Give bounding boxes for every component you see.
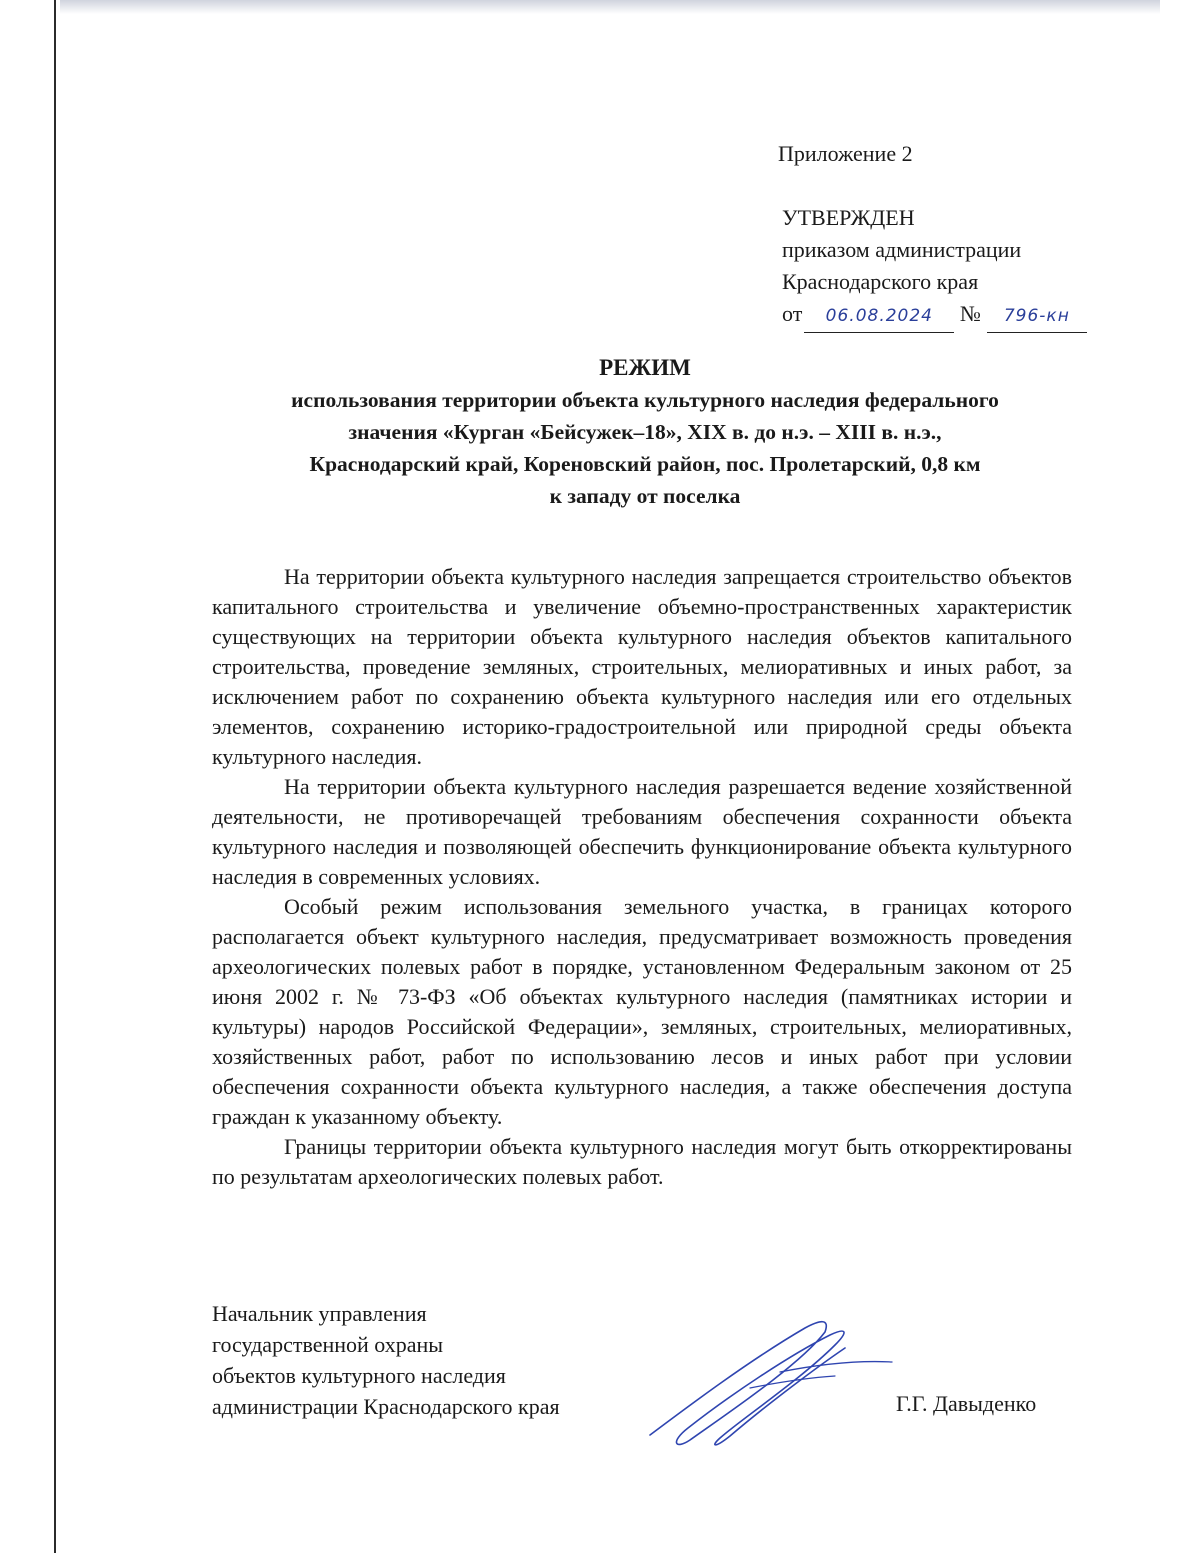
order-date-number-line bbox=[782, 298, 1092, 333]
handwritten-number: 796-кн bbox=[987, 300, 1087, 333]
number-label: № bbox=[959, 301, 981, 326]
document-title bbox=[205, 352, 1085, 512]
signer-line-2: государственной охраны bbox=[212, 1332, 444, 1357]
signer-line-4: администрации Краснодарского края bbox=[212, 1394, 560, 1419]
title-line-4: к западу от поселка bbox=[549, 484, 741, 508]
appendix-label: Приложение 2 bbox=[778, 141, 913, 166]
by-order-label: приказом администрации bbox=[782, 237, 1022, 262]
paragraph-special-regime: Особый режим использования земельного участка, в границах которого располагается объект культурного наследия, предусматривает возможность проведения археологических полевых работ в порядке, установленном Федеральным законом от 25 июня 2002 г. № 73-ФЗ «Об объектах культурного наследия (памятниках истории и культуры) народов Российской Федерации», земляных, строительных, мелиоративных, хозяйственных работ, работ по использованию лесов и иных работ при условии обеспечения сохранности объекта культурного наследия, а также обеспечения доступа граждан к указанному объекту. bbox=[212, 894, 1072, 1129]
approved-label: УТВЕРЖДЕН bbox=[782, 205, 915, 230]
title-line-1: использования территории объекта культурного наследия федерального bbox=[291, 388, 999, 412]
paragraph-boundaries: Границы территории объекта культурного наследия могут быть откорректированы по результатам археологических полевых работ. bbox=[212, 1134, 1072, 1189]
paragraph-permitted: На территории объекта культурного наследия разрешается ведение хозяйственной деятельности, не противоречащей требованиям обеспечения сохранности объекта культурного наследия и позволяющей обеспечить функционирование объекта культурного наследия в современных условиях. bbox=[212, 774, 1072, 889]
scan-top-smudge bbox=[60, 0, 1160, 14]
signer-name: Г.Г. Давыденко bbox=[896, 1391, 1037, 1416]
signer-line-1: Начальник управления bbox=[212, 1301, 427, 1326]
title-main: РЕЖИМ bbox=[599, 355, 691, 380]
region-label: Краснодарского края bbox=[782, 269, 979, 294]
scan-edge bbox=[54, 0, 56, 1553]
title-line-2: значения «Курган «Бейсужек–18», XIX в. до н.э. – XIII в. н.э., bbox=[348, 420, 942, 444]
paragraph-prohibitions: На территории объекта культурного наследия запрещается строительство объектов капитального строительства и увеличение объемно-пространственных характеристик существующих на территории объекта культурного наследия объектов капитального строительства, проведение земляных, строительных, мелиоративных и иных работ, за исключением работ по сохранению объекта культурного наследия или его отдельных элементов, сохранению историко-градостроительной или природной среды объекта культурного наследия. bbox=[212, 564, 1072, 769]
handwritten-signature bbox=[630, 1310, 900, 1450]
title-line-3: Краснодарский край, Кореновский район, пос. Пролетарский, 0,8 км bbox=[309, 452, 981, 476]
document-body bbox=[212, 562, 1072, 1192]
from-label: от bbox=[782, 301, 803, 326]
signer-position bbox=[212, 1298, 560, 1422]
handwritten-date: 06.08.2024 bbox=[804, 300, 954, 333]
signer-line-3: объектов культурного наследия bbox=[212, 1363, 506, 1388]
